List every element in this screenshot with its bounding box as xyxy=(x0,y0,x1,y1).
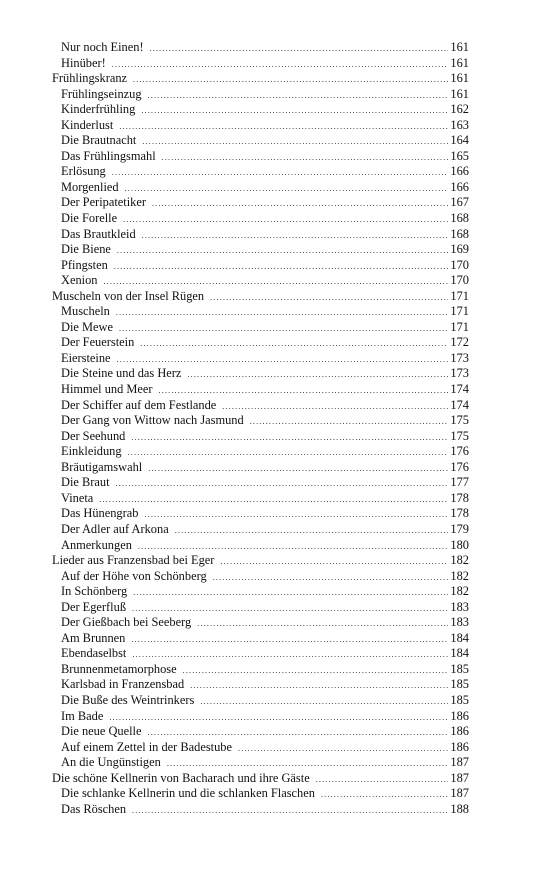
toc-entry-page-number: 179 xyxy=(450,521,469,536)
toc-entry-page-number: 176 xyxy=(450,459,469,474)
toc-entry-page-number: 175 xyxy=(450,428,469,443)
toc-entry xyxy=(52,755,469,771)
toc-entry xyxy=(52,40,469,56)
toc-entry-title: Pfingsten xyxy=(61,257,108,272)
toc-entry-title: Muscheln xyxy=(61,304,110,319)
toc-entry-page-number: 171 xyxy=(450,319,469,334)
dot-leader xyxy=(167,756,449,771)
toc-entry xyxy=(52,677,469,693)
toc-section-entry xyxy=(52,71,469,87)
toc-entry-title: Karlsbad in Franzensbad xyxy=(61,677,185,692)
dot-leader xyxy=(152,196,448,211)
toc-entry xyxy=(52,709,469,725)
toc-entry-title: An die Ungünstigen xyxy=(61,755,161,770)
toc-entry xyxy=(52,802,469,818)
toc-entry xyxy=(52,786,469,802)
toc-entry-title: Muscheln von der Insel Rügen xyxy=(52,288,205,303)
dot-leader xyxy=(109,710,448,725)
toc-entry xyxy=(52,662,469,678)
dot-leader xyxy=(148,725,449,740)
toc-entry xyxy=(52,413,469,429)
toc-entry-page-number: 177 xyxy=(450,475,469,490)
toc-entry-title: Himmel und Meer xyxy=(61,382,153,397)
toc-entry-title: Ebendaselbst xyxy=(61,646,127,661)
dot-leader xyxy=(132,803,448,818)
toc-entry xyxy=(52,522,469,538)
toc-entry xyxy=(52,538,469,554)
toc-entry-title: Bräutigamswahl xyxy=(61,459,143,474)
toc-entry-page-number: 168 xyxy=(450,211,469,226)
toc-entry-title: Lieder aus Franzensbad bei Eger xyxy=(52,553,215,568)
toc-entry xyxy=(52,382,469,398)
toc-entry-page-number: 164 xyxy=(450,133,469,148)
toc-entry-page-number: 178 xyxy=(450,490,469,505)
toc-entry-page-number: 169 xyxy=(450,242,469,257)
toc-entry-title: Hinüber! xyxy=(61,55,106,70)
toc-entry-page-number: 183 xyxy=(450,615,469,630)
dot-leader xyxy=(132,601,448,616)
dot-leader xyxy=(238,741,448,756)
toc-entry xyxy=(52,569,469,585)
toc-entry-page-number: 186 xyxy=(450,739,469,754)
toc-entry-page-number: 161 xyxy=(450,86,469,101)
toc-entry xyxy=(52,366,469,382)
dot-leader xyxy=(119,321,448,336)
toc-entry-title: Die neue Quelle xyxy=(61,724,142,739)
dot-leader xyxy=(117,243,449,258)
dot-leader xyxy=(210,290,448,305)
toc-entry-page-number: 162 xyxy=(450,102,469,117)
toc-entry xyxy=(52,195,469,211)
toc-entry-title: Einkleidung xyxy=(61,444,122,459)
toc-entry-title: Xenion xyxy=(61,273,98,288)
toc-entry-page-number: 187 xyxy=(450,770,469,785)
toc-entry xyxy=(52,693,469,709)
toc-entry-page-number: 172 xyxy=(450,335,469,350)
toc-entry-title: Der Egerfluß xyxy=(61,599,127,614)
dot-leader xyxy=(144,507,448,522)
dot-leader xyxy=(220,554,448,569)
toc-entry xyxy=(52,444,469,460)
toc-entry-page-number: 184 xyxy=(450,630,469,645)
toc-entry xyxy=(52,149,469,165)
toc-entry-title: Die Steine und das Herz xyxy=(61,366,182,381)
toc-entry-page-number: 183 xyxy=(450,599,469,614)
dot-leader xyxy=(162,150,449,165)
toc-entry-title: Die Buße des Weintrinkers xyxy=(61,692,195,707)
dot-leader xyxy=(140,336,448,351)
dot-leader xyxy=(116,476,449,491)
toc-section-entry xyxy=(52,553,469,569)
toc-entry-title: Die Braut xyxy=(61,475,110,490)
dot-leader xyxy=(190,678,448,693)
dot-leader xyxy=(213,570,449,585)
toc-entry-page-number: 175 xyxy=(450,413,469,428)
toc-entry-title: Am Brunnen xyxy=(61,630,126,645)
toc-entry xyxy=(52,164,469,180)
toc-entry-title: Der Gang von Wittow nach Jasmund xyxy=(61,413,244,428)
toc-entry-page-number: 166 xyxy=(450,179,469,194)
toc-entry-title: Vineta xyxy=(61,490,94,505)
toc-entry xyxy=(52,320,469,336)
toc-entry-title: Die Brautnacht xyxy=(61,133,137,148)
toc-entry-page-number: 161 xyxy=(450,40,469,54)
toc-entry xyxy=(52,429,469,445)
dot-leader xyxy=(150,41,449,56)
toc-entry-title: Im Bade xyxy=(61,708,104,723)
toc-entry-page-number: 174 xyxy=(450,397,469,412)
toc-entry-title: Nur noch Einen! xyxy=(61,40,144,54)
toc-entry-page-number: 173 xyxy=(450,366,469,381)
toc-entry-title: Frühlingskranz xyxy=(52,71,128,86)
toc-entry-page-number: 182 xyxy=(450,553,469,568)
toc-entry xyxy=(52,615,469,631)
toc-section-entry xyxy=(52,289,469,305)
dot-leader xyxy=(128,445,449,460)
toc-entry-page-number: 187 xyxy=(450,786,469,801)
dot-leader xyxy=(250,414,449,429)
toc-entry-title: In Schönberg xyxy=(61,584,128,599)
toc-entry-title: Der Schiffer auf dem Festlande xyxy=(61,397,217,412)
dot-leader xyxy=(114,259,449,274)
toc-entry xyxy=(52,351,469,367)
dot-leader xyxy=(133,585,448,600)
toc-entry-title: Die Mewe xyxy=(61,319,113,334)
toc-entry xyxy=(52,133,469,149)
dot-leader xyxy=(187,367,448,382)
toc-entry-page-number: 185 xyxy=(450,692,469,707)
toc-entry xyxy=(52,273,469,289)
toc-entry-page-number: 171 xyxy=(450,288,469,303)
toc-entry-page-number: 182 xyxy=(450,584,469,599)
toc-entry-title: Kinderfrühling xyxy=(61,102,136,117)
toc-entry-page-number: 168 xyxy=(450,226,469,241)
dot-leader xyxy=(117,352,449,367)
table-of-contents xyxy=(52,40,469,817)
toc-entry-title: Die schlanke Kellnerin und die schlanken Flaschen xyxy=(61,786,315,801)
toc-entry-page-number: 167 xyxy=(450,195,469,210)
toc-entry xyxy=(52,118,469,134)
toc-entry-title: Das Röschen xyxy=(61,801,127,816)
toc-entry-title: Morgenlied xyxy=(61,179,119,194)
toc-entry xyxy=(52,740,469,756)
toc-entry xyxy=(52,56,469,72)
dot-leader xyxy=(112,165,449,180)
toc-entry xyxy=(52,584,469,600)
toc-entry-title: Das Frühlingsmahl xyxy=(61,148,156,163)
toc-entry xyxy=(52,398,469,414)
toc-entry-title: Brunnenmetamorphose xyxy=(61,661,177,676)
dot-leader xyxy=(131,430,448,445)
toc-entry-page-number: 170 xyxy=(450,257,469,272)
toc-entry xyxy=(52,227,469,243)
toc-entry xyxy=(52,491,469,507)
toc-entry xyxy=(52,460,469,476)
toc-entry xyxy=(52,242,469,258)
toc-entry-title: Der Peripatetiker xyxy=(61,195,146,210)
toc-entry-page-number: 176 xyxy=(450,444,469,459)
toc-entry xyxy=(52,646,469,662)
toc-entry-title: Erlösung xyxy=(61,164,106,179)
dot-leader xyxy=(103,274,448,289)
dot-leader xyxy=(112,57,449,72)
toc-entry-title: Das Hünengrab xyxy=(61,506,139,521)
toc-entry xyxy=(52,87,469,103)
toc-entry xyxy=(52,506,469,522)
dot-leader xyxy=(133,72,448,87)
dot-leader xyxy=(148,88,449,103)
dot-leader xyxy=(183,663,449,678)
toc-entry-title: Der Adler auf Arkona xyxy=(61,521,169,536)
dot-leader xyxy=(159,383,449,398)
toc-entry-page-number: 161 xyxy=(450,71,469,86)
toc-entry-title: Die Biene xyxy=(61,242,111,257)
toc-entry-page-number: 185 xyxy=(450,661,469,676)
toc-entry-page-number: 186 xyxy=(450,724,469,739)
toc-entry xyxy=(52,102,469,118)
dot-leader xyxy=(321,787,448,802)
toc-entry-page-number: 166 xyxy=(450,164,469,179)
toc-entry-page-number: 161 xyxy=(450,55,469,70)
dot-leader xyxy=(119,119,448,134)
toc-entry-title: Anmerkungen xyxy=(61,537,132,552)
toc-entry-page-number: 170 xyxy=(450,273,469,288)
toc-entry xyxy=(52,475,469,491)
dot-leader xyxy=(200,694,448,709)
toc-entry-page-number: 180 xyxy=(450,537,469,552)
dot-leader xyxy=(125,181,449,196)
dot-leader xyxy=(197,616,448,631)
toc-entry-page-number: 171 xyxy=(450,304,469,319)
toc-entry xyxy=(52,724,469,740)
toc-entry-title: Der Gießbach bei Seeberg xyxy=(61,615,192,630)
toc-entry-title: Die Forelle xyxy=(61,211,118,226)
toc-entry-page-number: 178 xyxy=(450,506,469,521)
toc-entry xyxy=(52,631,469,647)
toc-entry-page-number: 184 xyxy=(450,646,469,661)
toc-entry-title: Frühlingseinzug xyxy=(61,86,142,101)
dot-leader xyxy=(175,523,449,538)
dot-leader xyxy=(132,647,448,662)
toc-entry xyxy=(52,258,469,274)
toc-entry-title: Eiersteine xyxy=(61,350,111,365)
toc-entry xyxy=(52,335,469,351)
toc-entry-page-number: 173 xyxy=(450,350,469,365)
toc-entry-title: Der Seehund xyxy=(61,428,126,443)
toc-entry-title: Kinderlust xyxy=(61,117,114,132)
toc-entry xyxy=(52,180,469,196)
dot-leader xyxy=(316,772,449,787)
dot-leader xyxy=(148,461,448,476)
toc-entry-page-number: 186 xyxy=(450,708,469,723)
toc-entry-title: Die schöne Kellnerin von Bacharach und ihre Gäste xyxy=(52,770,310,785)
dot-leader xyxy=(142,134,448,149)
toc-entry-page-number: 182 xyxy=(450,568,469,583)
toc-entry-title: Auf einem Zettel in der Badestube xyxy=(61,739,233,754)
toc-entry xyxy=(52,211,469,227)
toc-entry-page-number: 187 xyxy=(450,755,469,770)
toc-entry-title: Auf der Höhe von Schönberg xyxy=(61,568,207,583)
dot-leader xyxy=(123,212,448,227)
dot-leader xyxy=(138,539,449,554)
toc-entry xyxy=(52,304,469,320)
toc-entry-page-number: 185 xyxy=(450,677,469,692)
toc-entry-title: Das Brautkleid xyxy=(61,226,136,241)
toc-section-entry xyxy=(52,771,469,787)
dot-leader xyxy=(141,103,448,118)
dot-leader xyxy=(142,228,449,243)
dot-leader xyxy=(116,305,449,320)
toc-entry-title: Der Feuerstein xyxy=(61,335,135,350)
dot-leader xyxy=(131,632,448,647)
dot-leader xyxy=(99,492,448,507)
dot-leader xyxy=(222,399,448,414)
toc-entry-page-number: 174 xyxy=(450,382,469,397)
toc-entry-page-number: 188 xyxy=(450,801,469,816)
toc-entry-page-number: 163 xyxy=(450,117,469,132)
toc-entry-page-number: 165 xyxy=(450,148,469,163)
toc-entry xyxy=(52,600,469,616)
